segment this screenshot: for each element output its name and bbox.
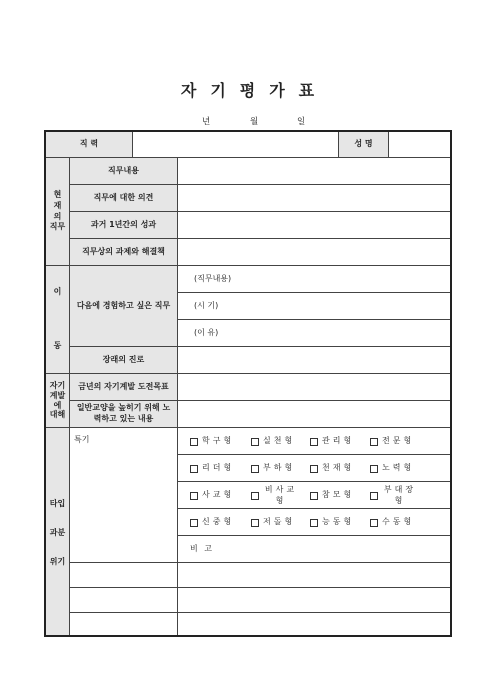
option-leader[interactable]: 리더형 [190,455,234,482]
checkbox-icon[interactable] [251,492,259,500]
blank-label-cell-2 [70,588,178,613]
self-development-group-label: 자기 계발 에 대해 [46,374,70,428]
checkbox-icon[interactable] [370,492,378,500]
desired-job-label: 다음에 경험하고 싶은 직무 [70,266,178,347]
month-label: 월 [250,117,259,127]
transfer-group-label: 이 동 [46,266,70,374]
checkbox-icon[interactable] [251,519,259,527]
job-title-label: 직 력 [46,132,133,158]
job-content-label: 직무내용 [70,158,178,185]
job-title-field[interactable] [133,132,339,158]
job-opinion-label: 직무에 대한 의견 [70,185,178,212]
day-label: 일 [297,117,306,127]
checkbox-icon[interactable] [370,465,378,473]
desired-job-timing-field[interactable]: (시 기) [178,293,452,320]
document-title: 자기평가표 [180,81,329,100]
development-goal-field[interactable] [178,374,452,401]
job-opinion-field[interactable] [178,185,452,212]
job-content-field[interactable] [178,158,452,185]
option-advisor[interactable]: 참모형 [310,482,354,509]
name-label: 성 명 [339,132,389,158]
option-effort[interactable]: 노력형 [370,455,414,482]
date-line [0,115,495,127]
culture-effort-field[interactable] [178,401,452,428]
special-skill-label: 특기 [70,428,178,563]
blank-label-cell-3 [70,613,178,637]
name-field[interactable] [389,132,452,158]
past-year-results-field[interactable] [178,212,452,239]
culture-effort-label: 일반교양을 높히기 위해 노력하고 있는 내용 [70,401,178,428]
option-active[interactable]: 능동형 [310,509,354,536]
checkbox-icon[interactable] [370,438,378,446]
option-follower[interactable]: 부하형 [251,455,295,482]
checkbox-icon[interactable] [190,519,198,527]
blank-label-cell-1 [70,563,178,588]
desired-job-reason-field[interactable]: (이 유) [178,320,452,347]
checkbox-icon[interactable] [310,438,318,446]
future-path-label: 장래의 진로 [70,347,178,374]
checkbox-icon[interactable] [190,465,198,473]
checkbox-icon[interactable] [310,519,318,527]
desired-job-content-field[interactable]: (직무내용) [178,266,452,293]
option-sociable[interactable]: 사교형 [190,482,234,509]
option-practical[interactable]: 실천형 [251,428,295,455]
current-job-group-label: 현 재 의 직무 [46,158,70,266]
year-label: 년 [202,117,211,127]
option-academic[interactable]: 학구형 [190,428,234,455]
option-passive[interactable]: 수동형 [370,509,414,536]
checkbox-icon[interactable] [251,465,259,473]
option-unsociable[interactable]: 비사교형 [251,482,299,509]
checkbox-icon[interactable] [310,492,318,500]
past-year-results-label: 과거 1년간의 성과 [70,212,178,239]
future-path-field[interactable] [178,347,452,374]
option-genius[interactable]: 천재형 [310,455,354,482]
option-commander[interactable]: 부대장형 [370,482,418,509]
type-group-label: 타입 과분 위기 [46,428,70,637]
checkbox-icon[interactable] [190,438,198,446]
option-specialist[interactable]: 전문형 [370,428,414,455]
evaluation-form [44,130,452,637]
job-issues-field[interactable] [178,239,452,266]
remarks-label: 비 고 [178,536,452,563]
remarks-field-3[interactable] [178,613,452,637]
checkbox-icon[interactable] [251,438,259,446]
job-issues-label: 직무상의 과제와 해결책 [70,239,178,266]
remarks-field-2[interactable] [178,588,452,613]
remarks-field-1[interactable] [178,563,452,588]
checkbox-icon[interactable] [370,519,378,527]
checkbox-icon[interactable] [310,465,318,473]
option-cautious[interactable]: 신중형 [190,509,234,536]
checkbox-icon[interactable] [190,492,198,500]
option-managerial[interactable]: 관리형 [310,428,354,455]
option-reckless[interactable]: 저돌형 [251,509,295,536]
development-goal-label: 금년의 자기계발 도전목표 [70,374,178,401]
